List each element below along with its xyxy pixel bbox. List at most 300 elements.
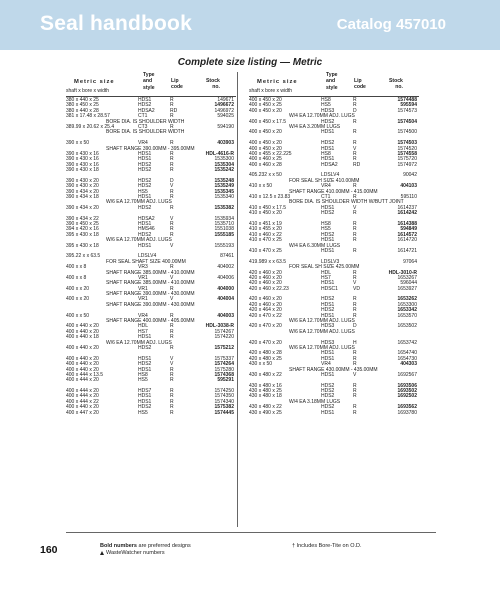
size-cell: 400 x 440 x 20 [66, 366, 99, 373]
type-cell: HDS1 [321, 301, 335, 308]
size-cell: 400 x x 20 [66, 285, 90, 292]
stock-cell: 1653267 [397, 274, 417, 281]
type-cell: HDS2 [138, 361, 152, 368]
note-text: SHAFT RANGE 390.00MM - 430.00MM [106, 291, 195, 298]
table-row [66, 244, 236, 249]
footer-divider [66, 532, 436, 533]
size-cell: 400 x 450 x 20 [249, 97, 282, 103]
stock-cell: 404002 [217, 264, 234, 271]
type-cell: HDS1 [321, 312, 335, 319]
size-cell: 400 x x 50 [66, 312, 90, 319]
size-cell: 400 x 450 x 20 [249, 145, 282, 152]
size-cell: 420 x 460 x 20 [249, 269, 282, 276]
lip-cell: R [353, 307, 357, 314]
lip-cell: R [170, 366, 174, 373]
lip-cell: V [353, 145, 357, 152]
size-cell: 389.99 x 20.62 x 25.4 [66, 123, 115, 130]
lip-cell: R [170, 377, 174, 384]
type-cell: HDS1 [138, 150, 152, 157]
type-cell: VR4 [138, 312, 148, 319]
lip-cell: R [353, 150, 357, 157]
size-cell: 390 x 450 x 25 [66, 220, 99, 227]
type-cell: HDSA2 [321, 161, 338, 168]
stock-cell: 1574503 [397, 140, 417, 147]
size-cell: 400 x 450 x 20 [249, 129, 282, 136]
table-row [66, 346, 236, 351]
lip-cell: R [170, 156, 174, 163]
size-cell: 400 x 440 x 20 [66, 404, 99, 411]
type-cell: HS8 [138, 371, 148, 378]
size-cell: 400 x 444 x 20 [66, 377, 99, 384]
note-text: W/6 EA 12.70MM ADJ. LUGS [106, 199, 172, 206]
type-cell: HDS2 [138, 183, 152, 190]
note-text: W/4 EA 3.18MM LUGS [289, 398, 341, 405]
table-row [249, 130, 419, 135]
stock-cell: 1574558 [397, 150, 417, 157]
size-cell: 390 x 434 x 20 [66, 188, 99, 195]
stock-cell: 1574500 [397, 129, 417, 136]
type-cell: HDS1 [321, 237, 335, 244]
size-cell: 410 x 12.5 x 23.83 [249, 194, 291, 201]
lip-cell: R [170, 113, 174, 120]
lip-cell: R [353, 156, 357, 163]
size-cell: 400 x 455 x 22.225 [249, 150, 292, 157]
stock-cell: 1574972 [397, 161, 417, 168]
type-cell: HS5 [321, 226, 331, 233]
type-cell: HDL [138, 323, 149, 330]
note-text: SHAFT RANGE 390.00MM - 430.00MM [106, 301, 195, 308]
stock-cell: 594849 [400, 226, 417, 233]
size-cell: 410 x 470 x 25 [249, 247, 282, 254]
stock-cell: 1614572 [397, 231, 417, 238]
lip-cell: R [353, 129, 357, 136]
size-cell: 400 x 440 x 20 [66, 328, 99, 335]
note-text: W/6 EA 12.70MM ADJ. LUGS [106, 339, 172, 346]
stock-cell: 1496972 [214, 107, 234, 114]
type-cell: HDS1 [321, 129, 335, 136]
note-text: BORE DIA. IS SHOULDER WIDTH W/BUTT JOINT [289, 199, 404, 206]
lip-cell: H [353, 339, 357, 346]
lip-cell: R [170, 194, 174, 201]
size-cell: 390 x 430 x 16 [66, 161, 99, 168]
lip-cell: RD [353, 161, 361, 168]
size-cell: 394 x 420 x 16 [66, 226, 99, 233]
bold-note-emphasis: Bold numbers [100, 543, 137, 549]
row-note [66, 303, 236, 308]
note-text: W/4 EA 12.70MM ADJ. LUGS [289, 113, 355, 120]
stock-cell: HDL-3010-R [388, 269, 417, 276]
lip-header: Lip code [354, 78, 366, 91]
lip-cell: R [353, 237, 357, 244]
size-cell: 400 x 440 x 20 [66, 344, 99, 351]
type-cell: VR4 [138, 140, 148, 147]
type-cell: HDS1 [321, 280, 335, 287]
size-cell: 381 x 17.48 x 28.57 [66, 113, 110, 120]
stock-cell: 1535249 [214, 183, 234, 190]
stock-cell: 1614242 [397, 210, 417, 217]
stock-cell: 1574504 [397, 118, 417, 125]
lip-cell: R [170, 328, 174, 335]
catalog-label: Catalog 457010 [336, 16, 446, 33]
lip-cell: R [353, 404, 357, 411]
section-subtitle: Complete size listing — Metric [177, 57, 323, 68]
type-cell: HDS1 [321, 145, 335, 152]
size-cell: 420 x 460 x 22.23 [249, 285, 289, 292]
size-cell: 410 x 450 x 17.5 [249, 204, 286, 211]
type-cell: HDS1 [321, 409, 335, 416]
lip-cell: R [353, 247, 357, 254]
lip-cell: R [353, 361, 357, 368]
note-text: BORE DIA. IS SHOULDER WIDTH [106, 118, 185, 125]
type-cell: HDS2 [321, 118, 335, 125]
note-text: W/6 EA 12.70MM ADJ. LUGS [289, 328, 355, 335]
type-cell: HDS2 [321, 210, 335, 217]
column-divider [237, 72, 238, 527]
type-cell: HS8 [321, 220, 331, 227]
stock-cell: 594190 [217, 123, 234, 130]
type-cell: HDS1 [321, 350, 335, 357]
type-cell: HDS2 [138, 177, 152, 184]
page-title: Seal handbook [40, 12, 192, 35]
stock-cell: 1574267 [214, 328, 234, 335]
type-cell: VR1 [138, 285, 148, 292]
note-text: W/4 EA 6.30MM LUGS [289, 242, 341, 249]
lip-cell: V [353, 280, 357, 287]
stock-cell: 1653502 [397, 323, 417, 330]
type-cell: HDS2 [138, 344, 152, 351]
size-cell: 430 x 490 x 25 [249, 409, 282, 416]
size-header: Metric size [257, 79, 298, 85]
stock-cell: 1653570 [397, 312, 417, 319]
lip-cell: R [170, 388, 174, 395]
stock-cell: 595594 [400, 102, 417, 109]
lip-cell: R [353, 183, 357, 190]
type-cell: HS7 [321, 274, 331, 281]
row-note [249, 330, 419, 335]
stock-cell: 404006 [217, 274, 234, 281]
stock-cell: 1555185 [214, 231, 234, 238]
type-cell: HDS3 [321, 107, 335, 114]
size-cell: 400 x 447 x 20 [66, 409, 99, 416]
type-cell: HS5 [138, 409, 148, 416]
table-row [66, 378, 236, 383]
size-header: Metric size [74, 79, 115, 85]
size-cell: 400 x x 8 [66, 264, 87, 271]
lip-cell: R [170, 371, 174, 378]
size-cell: 400 x 440 x 20 [66, 361, 99, 368]
lip-cell: R [170, 188, 174, 195]
size-cell: 400 x 450 x 17.5 [249, 118, 286, 125]
lip-cell: V [353, 371, 357, 378]
size-cell: 390 x 434 x 22 [66, 215, 99, 222]
lip-cell: R [353, 274, 357, 281]
stock-cell: 1574340 [214, 398, 234, 405]
size-cell: 400 x 444 x 20 [66, 393, 99, 400]
stock-cell: 1574573 [397, 107, 417, 114]
stock-cell: 1575382 [214, 404, 234, 411]
size-cell: 400 x 444 x 13.5 [66, 371, 103, 378]
type-header: Type and style [326, 72, 338, 91]
lip-cell: R [353, 393, 357, 400]
right-column [249, 70, 419, 416]
lip-cell: R [170, 398, 174, 405]
lip-cell: R [170, 226, 174, 233]
table-row [249, 211, 419, 216]
table-row [66, 168, 236, 173]
size-cell: 400 x 450 x 20 [249, 140, 282, 147]
lip-cell: V [170, 361, 174, 368]
stock-cell: 1551038 [214, 226, 234, 233]
lip-cell: R [353, 382, 357, 389]
type-cell: HDS2 [138, 161, 152, 168]
type-cell: HDS1 [138, 398, 152, 405]
stock-cell: 1535300 [214, 156, 234, 163]
lip-cell: R [353, 355, 357, 362]
stock-cell: 1575337 [214, 355, 234, 362]
stock-cell: 1692502 [397, 393, 417, 400]
type-cell: HDS1 [321, 156, 335, 163]
size-cell: 419.989 x x 63.5 [249, 258, 286, 265]
lip-cell: VD [353, 285, 360, 292]
size-cell: 420 x 460 x 20 [249, 280, 282, 287]
type-cell: HDSA2 [138, 215, 155, 222]
stock-cell: 1575212 [214, 344, 234, 351]
size-cell: 430 x 480 x 22 [249, 404, 282, 411]
note-text: SHAFT RANGE 385.00MM - 410.00MM [106, 269, 195, 276]
table-row [249, 411, 419, 416]
size-cell: 410 x 451 x 19 [249, 220, 282, 227]
table-row [66, 206, 236, 211]
lip-cell: R [170, 344, 174, 351]
size-cell: 420 x 470 x 20 [249, 339, 282, 346]
stock-cell: 149671 [217, 97, 234, 103]
type-cell: HDS1 [138, 156, 152, 163]
stock-cell: 1535710 [214, 220, 234, 227]
page-number: 160 [40, 544, 58, 556]
type-cell: HDSA2 [138, 107, 155, 114]
size-cell: 400 x 450 x 20 [249, 107, 282, 114]
type-cell: HS5 [321, 102, 331, 109]
note-text: SHAFT RANGE 410.00MM - 415.00MM [289, 188, 378, 195]
type-cell: LDSLV4 [138, 253, 157, 260]
stock-cell: 1692567 [397, 371, 417, 378]
table-row [249, 373, 419, 378]
size-cell: 400 x 444 x 22 [66, 398, 99, 405]
stock-cell: HDL-4616-R [205, 150, 234, 157]
note-text: BORE DIA. IS SHOULDER WIDTH [106, 129, 185, 136]
type-cell: HDS1 [138, 366, 152, 373]
wastewatcher-text: WasteWatcher numbers [106, 550, 165, 556]
size-cell: 400 x 450 x 25 [249, 102, 282, 109]
stock-cell: 1693780 [397, 409, 417, 416]
lip-cell: R [353, 220, 357, 227]
stock-cell: 1693506 [397, 382, 417, 389]
lip-cell: V [170, 355, 174, 362]
stock-cell: 1574264 [214, 361, 234, 368]
type-cell: HDS2 [321, 388, 335, 395]
type-cell: HDS7 [138, 388, 152, 395]
stock-cell: 1653262 [397, 296, 417, 303]
size-cell: 390 x 430 x 16 [66, 150, 99, 157]
stock-header: Stock no. [389, 78, 403, 91]
size-cell: 430 x 480 x 22 [249, 371, 282, 378]
size-cell: 390 x 430 x 20 [66, 183, 99, 190]
lip-cell: R [353, 312, 357, 319]
stock-cell: 1575280 [214, 366, 234, 373]
column-header [249, 70, 419, 97]
type-cell: HDS2 [138, 204, 152, 211]
size-cell: 430 x x 50 [249, 361, 273, 368]
type-cell: HDS1 [138, 334, 152, 341]
type-cell: HDL [321, 269, 332, 276]
type-cell: LDSLV3 [321, 258, 340, 265]
type-cell: HDS1 [138, 242, 152, 249]
stock-cell: 404303 [400, 361, 417, 368]
size-cell: 420 x 470 x 22 [249, 312, 282, 319]
lip-cell: R [353, 388, 357, 395]
type-cell: HS5 [138, 188, 148, 195]
size-cell: 430 x 480 x 25 [249, 388, 282, 395]
type-cell: HDS1 [138, 393, 152, 400]
type-cell: VR1 [138, 296, 148, 303]
triangle-icon [100, 551, 104, 555]
type-cell: HDS2 [138, 102, 152, 109]
note-text: FOR SEAL SH SIZE 425.00MM [289, 264, 360, 271]
lip-cell: D [353, 323, 357, 330]
stock-cell: 1574250 [214, 388, 234, 395]
type-cell: VR3 [138, 264, 148, 271]
stock-cell: 596044 [400, 280, 417, 287]
stock-cell: 1654730 [397, 355, 417, 362]
lip-cell: R [353, 269, 357, 276]
type-cell: HDS1 [321, 204, 335, 211]
stock-cell: 404004 [217, 296, 234, 303]
size-cell: 410 x x 50 [249, 183, 273, 190]
type-cell: HDS1 [321, 371, 335, 378]
lip-cell: R [353, 194, 357, 201]
stock-cell: 1693562 [397, 404, 417, 411]
lip-cell: R [170, 334, 174, 341]
lip-cell: R [170, 323, 174, 330]
size-cell: 420 x 460 x 20 [249, 301, 282, 308]
type-cell: HDS2 [321, 393, 335, 400]
type-cell: VR4 [321, 183, 331, 190]
note-text: SHAFT RANGE 385.00MM - 410.00MM [106, 280, 195, 287]
table-row [249, 163, 419, 168]
size-cell: 400 x 460 x 25 [249, 156, 282, 163]
type-cell: HDS3 [321, 323, 335, 330]
stock-cell: 97064 [403, 258, 417, 265]
stock-cell: 1653300 [397, 301, 417, 308]
size-cell: 400 x 460 x 28 [249, 161, 282, 168]
type-cell: HS8 [321, 150, 331, 157]
type-cell: LDSLV4 [321, 172, 340, 179]
lip-cell: R [353, 118, 357, 125]
stock-cell: 1535382 [214, 204, 234, 211]
stock-cell: 1555193 [214, 242, 234, 249]
lip-cell: R [170, 409, 174, 416]
type-cell: HDS1 [138, 220, 152, 227]
lip-cell: R [353, 350, 357, 357]
stock-cell: 1614721 [397, 247, 417, 254]
size-cell: 420 x 464 x 20 [249, 307, 282, 314]
lip-cell: V [170, 274, 174, 281]
lip-cell: R [353, 97, 357, 103]
lip-cell: R [170, 97, 174, 103]
size-cell: 390 x 434 x 18 [66, 194, 99, 201]
stock-cell: 1535242 [214, 167, 234, 174]
stock-cell: 1574445 [214, 409, 234, 416]
size-cell: 420 x 480 x 28 [249, 350, 282, 357]
lip-cell: R [353, 102, 357, 109]
note-text: FOR SEAL SH SIZE 410.00MM [289, 177, 360, 184]
type-cell: HDS3 [321, 339, 335, 346]
table-row [249, 249, 419, 254]
type-cell: HDS2 [321, 307, 335, 314]
lip-cell: R [170, 312, 174, 319]
lip-cell: R [170, 231, 174, 238]
size-cell: 420 x 480 x 25 [249, 355, 282, 362]
bold-note-text: are preferred designs [136, 543, 191, 549]
type-cell: HDS1 [138, 194, 152, 201]
lip-cell: V [170, 296, 174, 303]
size-cell: 395 x 430 x 18 [66, 242, 99, 249]
type-cell: HDS2 [321, 231, 335, 238]
lip-cell: R [170, 102, 174, 109]
type-cell: HDS2 [138, 167, 152, 174]
type-cell: HDS2 [321, 404, 335, 411]
lip-cell: R [353, 210, 357, 217]
table-row [249, 287, 419, 292]
stock-cell: 1653927 [397, 285, 417, 292]
lip-cell: R [170, 404, 174, 411]
stock-cell: 1614720 [397, 237, 417, 244]
stock-cell: 595291 [217, 377, 234, 384]
stock-cell: HDL-3038-R [205, 323, 234, 330]
type-cell: VR4 [321, 361, 331, 368]
lip-cell: R [353, 226, 357, 233]
type-cell: HDS2 [321, 382, 335, 389]
stock-cell: 87461 [220, 253, 234, 260]
stock-cell: 1535304 [214, 161, 234, 168]
lip-cell: R [353, 301, 357, 308]
type-cell: HS8 [321, 97, 331, 103]
type-cell: HMS46 [138, 226, 155, 233]
lip-cell: R [170, 123, 174, 130]
size-cell: 410 x 460 x 22 [249, 231, 282, 238]
size-cell: 410 x 450 x 20 [249, 210, 282, 217]
lip-cell: R [170, 220, 174, 227]
lip-cell: RD [170, 107, 178, 114]
size-cell: 400 x 444 x 20 [66, 388, 99, 395]
size-cell: 400 x 440 x 20 [66, 355, 99, 362]
size-cell: 400 x x 20 [66, 296, 90, 303]
stock-cell: 403903 [217, 140, 234, 147]
type-cell: CT3 [138, 123, 148, 130]
size-cell: 430 x 480 x 18 [249, 393, 282, 400]
lip-cell: R [170, 393, 174, 400]
stock-cell: 1574350 [214, 393, 234, 400]
stock-cell: 1535934 [214, 215, 234, 222]
table-row [66, 411, 236, 416]
size-cell: 390 x 430 x 20 [66, 177, 99, 184]
stock-cell: 595110 [400, 194, 417, 201]
size-cell: 380 x 440 x 25 [66, 97, 99, 103]
lip-cell: V [170, 215, 174, 222]
type-cell: HDSC1 [321, 285, 338, 292]
stock-cell: 404000 [217, 285, 234, 292]
stock-cell: 594025 [217, 113, 234, 120]
